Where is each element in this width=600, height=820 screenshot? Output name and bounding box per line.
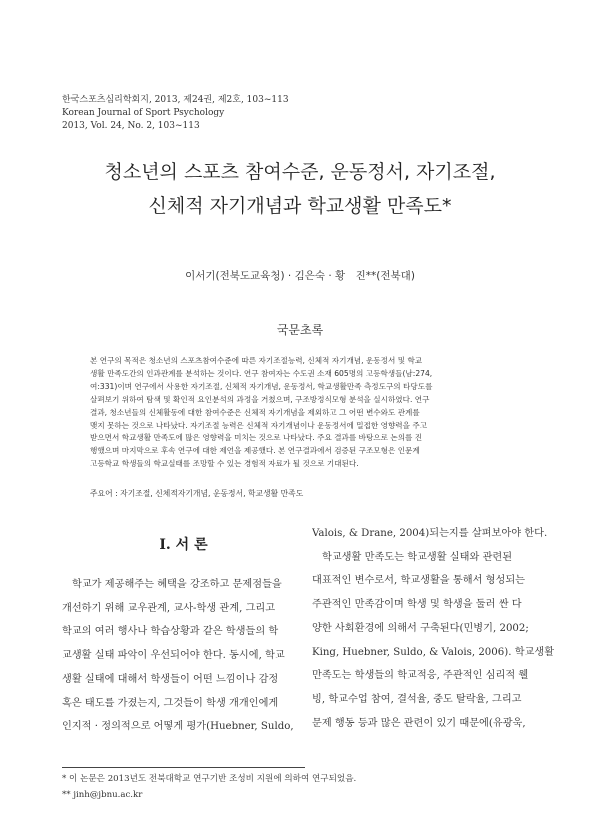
journal-citation: [62, 94, 289, 133]
body-line: King, Huebner, Suldo, & Valois, 2006). 학교생활: [312, 646, 555, 658]
body-line: 교생활 실태 파악이 우선되어야 한다. 동시에, 학교: [62, 650, 285, 662]
body-line: 학교의 여러 행사나 학습상황과 같은 학생들의 학: [62, 626, 279, 638]
journal-line-korean: 한국스포츠심리학회지, 2013, 제24권, 제2호, 103~113: [62, 95, 289, 105]
abstract-line: 본 연구의 목적은 청소년의 스포츠참여수준에 따른 자기조절능력, 신체적 자기개념, 운동정서 및 학교: [90, 356, 423, 365]
journal-line-volume: 2013, Vol. 24, No. 2, 103~113: [62, 121, 200, 131]
body-line: 문제 행동 등과 많은 관련이 있기 때문에(유광욱,: [312, 717, 526, 729]
abstract-line: 생활 만족도간의 인과관계를 분석하는 것이다. 연구 참여자는 수도권 소재 605명의 고등학생들(남:274,: [90, 368, 433, 378]
body-line: 대표적인 변수로서, 학교생활을 통해서 형성되는: [312, 575, 526, 587]
abstract-line: 받으면서 학교생활 만족도에 많은 영향력을 미치는 것으로 나타났다. 주요 결과를 바탕으로 논의를 진: [90, 433, 423, 443]
body-line: 인지적 · 정의적으로 어떻게 평가(Huebner, Suldo,: [62, 721, 294, 733]
abstract-line: 행했으며 마지막으로 후속 연구에 대한 제언을 제공했다. 본 연구결과에서 검증된 구조모형은 인문계: [90, 446, 420, 456]
body-line: 만족도는 학생들의 학교적응, 주관적인 심리적 웰: [312, 670, 529, 682]
body-right-column: [312, 522, 558, 735]
author-list: 이서기(전북도교육청) · 김은숙 · 황 진**(전북대): [185, 270, 415, 282]
abstract-heading: 국문초록: [276, 323, 324, 337]
body-line: 생활 실태에 대해서 학생들이 어떤 느낌이나 감정: [62, 673, 279, 685]
body-line: Valois, & Drane, 2004)되는지를 살펴보아야 한다.: [312, 528, 548, 539]
footnote-funding: * 이 논문은 2013년도 전북대학교 연구기반 조성비 지원에 의하여 연구되었음.: [62, 774, 357, 784]
footnotes: [62, 771, 356, 803]
body-line: 학교가 제공해주는 혜택을 강조하고 문제점들을: [72, 579, 282, 590]
body-line: 주관적인 만족감이며 학생 및 학생을 둘러 싼 다: [312, 599, 522, 611]
keywords: 주요어 : 자기조절, 신체적자기개념, 운동정서, 학교생활 만족도: [90, 489, 304, 498]
abstract-line: 여:331)이며 연구에서 사용한 자기조절, 신체적 자기개념, 운동정서, 학교생활만족 측정도구의 타당도를: [90, 381, 433, 391]
body-line: 빙, 학교수업 참여, 결석율, 중도 탈락율, 그리고: [312, 693, 522, 705]
body-line: 개선하기 위해 교우관계, 교사-학생 관계, 그리고: [62, 602, 276, 614]
footnote-divider: [62, 767, 305, 768]
body-line: 양한 사회환경에 의해서 구축된다(민병기, 2002;: [312, 622, 529, 634]
abstract-line: 고등학교 학생들의 학교실태를 조망할 수 있는 경험적 자료가 될 것으로 기대된다.: [90, 459, 359, 469]
abstract-line: 살펴보기 위하여 탐색 및 확인적 요인분석의 과정을 거쳤으며, 구조방정식모형 분석을 실시하였다. 연구: [90, 394, 430, 404]
journal-line-english: Korean Journal of Sport Psychology: [62, 108, 225, 118]
abstract-body: [90, 355, 512, 471]
abstract-line: 결과, 청소년들의 신체활동에 대한 참여수준은 신체적 자기개념을 제외하고 그 어떤 변수와도 관계를: [90, 407, 420, 417]
section-heading-introduction: I. 서 론: [159, 537, 208, 553]
footnote-email: ** jinh@jbnu.ac.kr: [62, 790, 143, 800]
body-left-column: [62, 573, 305, 739]
body-line: 혹은 태도를 가졌는지, 그것들이 학생 개개인에게: [62, 697, 279, 709]
abstract-line: 맺지 못하는 것으로 나타났다. 자기조절 능력은 신체적 자기개념이나 운동정서에 밀접한 영향력을 주고: [90, 420, 428, 430]
paper-title: [40, 155, 560, 223]
body-line: 학교생활 만족도는 학교생활 실태와 관련된: [322, 551, 513, 563]
title-line-1: 청소년의 스포츠 참여수준, 운동정서, 자기조절,: [104, 161, 496, 183]
title-line-2: 신체적 자기개념과 학교생활 만족도*: [148, 195, 452, 217]
